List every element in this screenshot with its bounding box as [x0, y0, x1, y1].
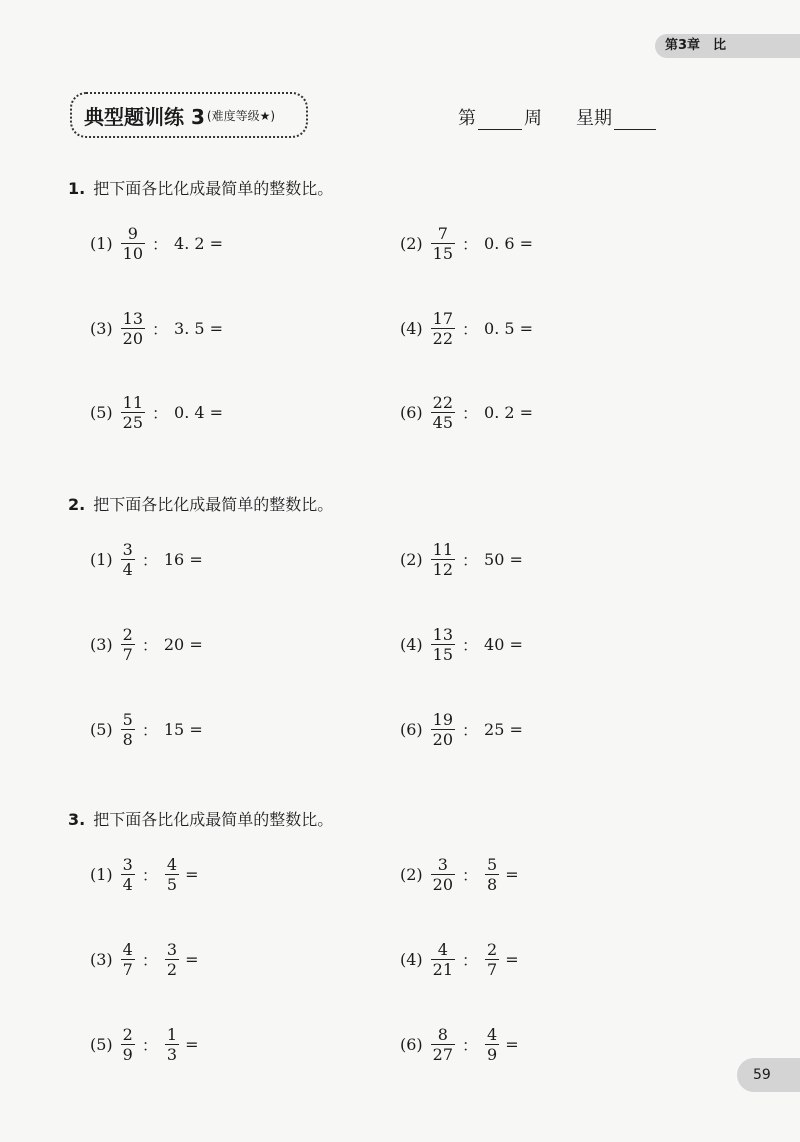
ratio-colon: ： — [141, 1035, 158, 1055]
ratio-problem — [90, 305, 223, 351]
problem-rest: 50 = — [484, 549, 523, 569]
denominator: 8 — [122, 729, 133, 749]
ratio-problem — [90, 1021, 198, 1067]
numerator: 4 — [122, 939, 133, 959]
denominator: 9 — [122, 1044, 133, 1064]
numerator: 13 — [122, 308, 144, 328]
fraction — [485, 940, 499, 979]
fraction — [485, 855, 499, 894]
ratio-colon: ： — [462, 720, 479, 740]
denominator: 10 — [122, 243, 144, 263]
ratio-colon: ： — [462, 550, 479, 570]
fraction — [121, 1025, 135, 1064]
denominator: 3 — [166, 1044, 178, 1064]
ratio-colon: ： — [462, 1035, 479, 1055]
fraction — [431, 309, 455, 348]
denominator: 7 — [122, 959, 133, 979]
problem-label: (5) — [90, 719, 113, 739]
problem-label: (2) — [400, 864, 423, 884]
problem-label: (4) — [400, 634, 423, 654]
fraction — [121, 224, 145, 263]
denominator: 2 — [166, 959, 178, 979]
question-number: 3. — [68, 810, 86, 829]
fraction — [431, 940, 455, 979]
denominator: 45 — [432, 412, 454, 432]
ratio-colon: ： — [141, 550, 158, 570]
fraction — [431, 855, 455, 894]
question-heading — [68, 807, 333, 830]
difficulty-label: (难度等级★) — [206, 108, 276, 123]
fraction — [431, 1025, 455, 1064]
problem-rest: = — [505, 1034, 519, 1054]
denominator: 5 — [166, 874, 178, 894]
ratio-problem — [400, 706, 523, 752]
denominator: 15 — [432, 243, 454, 263]
question-instruction: 把下面各比化成最简单的整数比。 — [93, 810, 334, 829]
question-number: 1. — [68, 179, 86, 198]
chapter-tab: 第3章 比 — [655, 34, 800, 58]
numerator: 1 — [166, 1024, 178, 1044]
week-number-blank[interactable] — [478, 109, 522, 130]
denominator: 7 — [122, 644, 133, 664]
numerator: 19 — [432, 709, 454, 729]
problem-rest: 4. 2 = — [174, 233, 224, 253]
problem-label: (4) — [400, 949, 423, 969]
fraction — [431, 224, 455, 263]
fraction — [165, 940, 179, 979]
denominator: 8 — [487, 874, 498, 894]
problem-label: (3) — [90, 949, 113, 969]
fraction — [431, 625, 455, 664]
weekday-blank[interactable] — [614, 109, 656, 130]
problem-rest: = — [185, 864, 199, 884]
ratio-colon: ： — [141, 720, 158, 740]
ratio-problem — [90, 536, 203, 582]
question-instruction: 把下面各比化成最简单的整数比。 — [93, 179, 334, 198]
denominator: 20 — [432, 729, 454, 749]
ratio-problem — [400, 536, 523, 582]
ratio-problem — [400, 220, 533, 266]
problem-rest: 16 = — [163, 549, 203, 569]
problem-label: (2) — [400, 549, 423, 569]
weekday-word: 星期 — [576, 108, 612, 129]
week-field — [458, 104, 658, 130]
numerator: 11 — [432, 539, 454, 559]
problem-rest: 40 = — [484, 634, 523, 654]
denominator: 12 — [432, 559, 454, 579]
numerator: 2 — [122, 624, 133, 644]
week-prefix: 第 — [458, 108, 476, 129]
fraction — [121, 309, 145, 348]
denominator: 9 — [487, 1044, 498, 1064]
question-number: 2. — [68, 495, 86, 514]
ratio-colon: ： — [141, 950, 158, 970]
denominator: 25 — [122, 412, 144, 432]
ratio-colon: ： — [462, 403, 479, 423]
ratio-problem — [400, 389, 533, 435]
fraction — [121, 855, 135, 894]
problem-rest: 0. 4 = — [174, 402, 224, 422]
fraction — [121, 393, 145, 432]
problem-rest: 25 = — [484, 719, 523, 739]
denominator: 21 — [432, 959, 454, 979]
numerator: 17 — [432, 308, 454, 328]
numerator: 22 — [432, 392, 454, 412]
ratio-problem — [90, 851, 198, 897]
fraction — [431, 393, 455, 432]
numerator: 4 — [437, 939, 448, 959]
numerator: 3 — [437, 854, 448, 874]
problem-label: (1) — [90, 549, 113, 569]
ratio-colon: ： — [152, 234, 169, 254]
week-word: 周 — [524, 108, 542, 129]
problem-rest: = — [185, 1034, 199, 1054]
ratio-problem — [90, 706, 203, 752]
numerator: 4 — [487, 1024, 498, 1044]
ratio-problem — [400, 621, 523, 667]
fraction — [165, 1025, 179, 1064]
numerator: 5 — [122, 709, 133, 729]
ratio-colon: ： — [152, 403, 169, 423]
numerator: 2 — [122, 1024, 133, 1044]
problem-rest: 0. 5 = — [484, 318, 534, 338]
numerator: 8 — [437, 1024, 448, 1044]
question-heading — [68, 492, 333, 515]
numerator: 13 — [432, 624, 454, 644]
numerator: 4 — [166, 854, 178, 874]
problem-rest: 0. 2 = — [484, 402, 534, 422]
problem-label: (2) — [400, 233, 423, 253]
ratio-problem — [90, 389, 223, 435]
denominator: 20 — [432, 874, 454, 894]
problem-rest: 20 = — [163, 634, 203, 654]
numerator: 7 — [437, 223, 448, 243]
ratio-problem — [400, 936, 519, 982]
numerator: 2 — [487, 939, 498, 959]
ratio-colon: ： — [141, 865, 158, 885]
fraction — [485, 1025, 499, 1064]
fraction — [121, 710, 135, 749]
ratio-problem — [400, 851, 519, 897]
denominator: 20 — [122, 328, 144, 348]
problem-label: (6) — [400, 1034, 423, 1054]
denominator: 4 — [122, 559, 133, 579]
problem-rest: 15 = — [163, 719, 203, 739]
question-heading — [68, 176, 333, 199]
problem-label: (3) — [90, 318, 113, 338]
ratio-colon: ： — [462, 865, 479, 885]
numerator: 3 — [122, 539, 133, 559]
denominator: 22 — [432, 328, 454, 348]
problem-label: (5) — [90, 1034, 113, 1054]
denominator: 7 — [487, 959, 498, 979]
ratio-problem — [400, 305, 533, 351]
problem-rest: 3. 5 = — [174, 318, 224, 338]
page-number: 59 — [737, 1058, 800, 1092]
fraction — [165, 855, 179, 894]
problem-rest: = — [505, 864, 519, 884]
denominator: 27 — [432, 1044, 454, 1064]
worksheet-title: 典型题训练 3 — [84, 104, 205, 129]
problem-label: (4) — [400, 318, 423, 338]
numerator: 3 — [166, 939, 178, 959]
ratio-colon: ： — [141, 635, 158, 655]
numerator: 9 — [127, 223, 138, 243]
ratio-problem — [400, 1021, 519, 1067]
problem-rest: = — [185, 949, 199, 969]
problem-label: (1) — [90, 864, 113, 884]
denominator: 4 — [122, 874, 133, 894]
problem-label: (6) — [400, 719, 423, 739]
numerator: 11 — [122, 392, 144, 412]
problem-label: (1) — [90, 233, 113, 253]
ratio-colon: ： — [462, 635, 479, 655]
denominator: 15 — [432, 644, 454, 664]
question-instruction: 把下面各比化成最简单的整数比。 — [93, 495, 334, 514]
ratio-colon: ： — [462, 234, 479, 254]
problem-rest: 0. 6 = — [484, 233, 534, 253]
fraction — [431, 710, 455, 749]
fraction — [121, 540, 135, 579]
problem-label: (5) — [90, 402, 113, 422]
numerator: 5 — [487, 854, 498, 874]
fraction — [121, 940, 135, 979]
fraction — [431, 540, 455, 579]
fraction — [121, 625, 135, 664]
ratio-colon: ： — [462, 319, 479, 339]
problem-label: (3) — [90, 634, 113, 654]
title-badge — [70, 92, 308, 138]
numerator: 3 — [122, 854, 133, 874]
problem-rest: = — [505, 949, 519, 969]
ratio-colon: ： — [152, 319, 169, 339]
ratio-colon: ： — [462, 950, 479, 970]
ratio-problem — [90, 936, 198, 982]
ratio-problem — [90, 621, 203, 667]
ratio-problem — [90, 220, 223, 266]
problem-label: (6) — [400, 402, 423, 422]
